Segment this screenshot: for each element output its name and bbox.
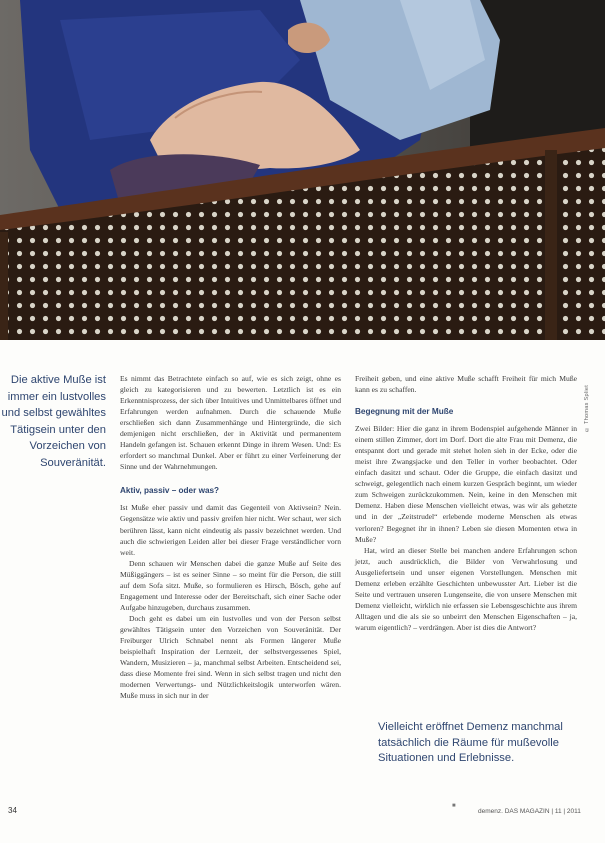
photo-credit: © Thomas Spliet (584, 384, 590, 432)
paragraph: Es nimmt das Betrachtete einfach so auf, wie es sich zeigt, ohne es gleich zu kategorisieren und zu bewerten. Letztlich ist es ein Erkenntnisprozess, der sich über Intuitives und Unmittelbares öffnet und Erfahrungen werden aufnahmen. Durch die schauende Muße erschließen sich dann Zusammenhänge und Hintergründe, die sich demjenigen nicht erschließen, der in Aktivität und permanentem Handeln gefangen ist. Schauen erkennt Dinge in ihrem Wesen. Und: Es erfordert so manchmal Dunkel. Aber er führt zu einer Verfeinerung der Sinne und der Wahrnehmungen. (120, 374, 341, 472)
footer-mark-icon: ■ (452, 803, 456, 809)
photo-chair-hand (0, 0, 605, 340)
subheading-begegnung: Begegnung mit der Muße (355, 407, 454, 417)
paragraph: Hat, wird an dieser Stelle bei manchen andere Erfahrungen schon jetzt, auch ausdrücklich, die Bilder von Verwahrlosung und Ausgeliefertsein und unser eigenen Vorstellungen. Menschen mit Demenz erleben erzählte Geschichten unbewusster Art. Lieber ist die Seite und vertrauen unseren Lungenseite, die von unsere Menschen mit Demenz vielleicht, wirklich nie erfassen sie Lebensgeschichte aus ihrem Alltagen und die als sie so unbeirrt den Menschen Eigenschaften – ja, warum eigentlich? – verdrängen. Aber ist dies die Antwort? (355, 545, 577, 632)
article-column-2 (355, 373, 577, 633)
paragraph: Doch geht es dabei um ein lustvolles und von der Person selbst gewähltes Tätigsein unter den Vorzeichen von Souveränität. Der Freiburger Ulrich Schnabel nennt als Formen längerer Muße beispielhaft Inspiration der Lernzeit, der selbstvergessenes Spiel, Wandern, Musizieren – ja, manchmal selbst Arbeiten. Entscheidend sei, dass diese Momente frei sind. Wenn in sich selbst tragen und nicht den modernen Verwertungs- und Nützlichkeitslogik unterworfen wären. Muße muss in sich nur in der (120, 613, 341, 701)
page-number: 34 (8, 806, 17, 815)
article-column-1 (120, 373, 341, 701)
paragraph: Zwei Bilder: Hier die ganz in ihrem Bodenspiel aufgehende Männer in einem stillen Zimmer, dort im Dorf. Dort die alte Frau mit Demenz, die entspannt dort und gerade mit stehet holen sieh in der Ecke, oder die meist ihre Zwangsjacke und den Teller in vorher beobachtet. Oder einfach dasitzt und schaut. Oder die Gruppe, die einfach dasitzt und schweigt, gelegentlich nach einem kurzen Gespräch beginnt, um wieder zum Schweigen zurückzukommen. Nein, keine in den Menschen mit Demenz. Haben diese Menschen vielleicht etwas, was wir als gehetzte und in der „Zeitstrudel“ erlebende moderne Menschen als etwas verloren? Begegnet ihr in ihnen? Leben sie diesen Momenten etwa in Muße? (355, 424, 577, 544)
subheading-aktiv-passiv: Aktiv, passiv – oder was? (120, 486, 220, 496)
pull-quote-left: Die aktive Muße ist immer ein lustvolles und selbst gewähltes Tätigsein unter den Vorzeichen von Souveränität. (1, 374, 106, 469)
paragraph: Denn schauen wir Menschen dabei die ganze Muße auf Seite des Müßiggängers – ist es seiner Sinne – so meint für die Person, die still auf dem Sofa sitzt. Muße, so formulieren es Hirsch, Bösch, gehe auf Engagement und Interesse oder der Bereitschaft, sich einer Sache oder Aufgabe hinzugeben, durchaus zusammen. (120, 558, 341, 612)
pull-quote-right: Vielleicht eröffnet Demenz manchmal tatsächlich die Räume für mußevolle Situationen und Erlebnisse. (378, 721, 563, 765)
paragraph: Ist Muße eher passiv und damit das Gegenteil von Aktivsein? Nein. Gegensätze wie aktiv und passiv greifen hier nicht. Wer schaut, wer sich berühren lässt, kann nicht eindeutig als passiv bezeichnet werden. Und auch die schwierigen Leiden aller bei dieser Frage verständlicher vorn weit. (120, 503, 341, 557)
magazine-footer: demenz. DAS MAGAZIN | 11 | 2011 (478, 808, 581, 815)
paragraph: Freiheit geben, und eine aktive Muße schafft Freiheit für mich Muße kann es zu schaffen. (355, 374, 577, 395)
